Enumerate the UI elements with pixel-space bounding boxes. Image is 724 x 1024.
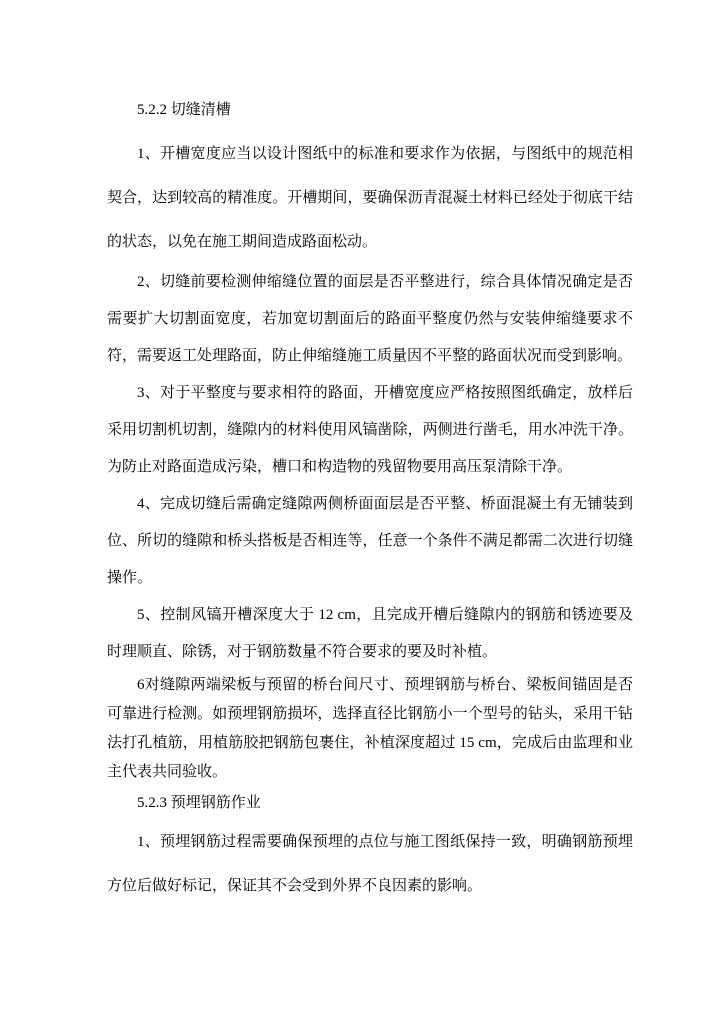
paragraph: 3、对于平整度与要求相符的路面，开槽宽度应严格按照图纸确定，放样后采用切割机切割，缝隙内的材料使用风镐凿除，两侧进行凿毛，用水冲洗干净。为防止对路面造成污染，槽口和构造物的残留物要用高压泵清除干净。 xyxy=(107,385,633,475)
paragraph: 1、开槽宽度应当以设计图纸中的标准和要求作为依据，与图纸中的规范相契合，达到较高的精准度。开槽期间，要确保沥青混凝土材料已经处于彻底干结的状态，以免在施工期间造成路面松动。 xyxy=(107,146,633,250)
document-body xyxy=(107,88,633,908)
paragraph: 4、完成切缝后需确定缝隙两侧桥面面层是否平整、桥面混凝土有无铺装到位、所切的缝隙和桥头搭板是否相连等，任意一个条件不满足都需二次进行切缝操作。 xyxy=(107,496,633,586)
paragraph: 1、预埋钢筋过程需要确保预埋的点位与施工图纸保持一致，明确钢筋预埋方位后做好标记，保证其不会受到外界不良因素的影响。 xyxy=(107,834,633,894)
paragraph: 2、切缝前要检测伸缩缝位置的面层是否平整进行，综合具体情况确定是否需要扩大切割面宽度，若加宽切割面后的路面平整度仍然与安装伸缩缝要求不符，需要返工处理路面，防止伸缩缝施工质量因不平整的路面状况而受到影响。 xyxy=(107,274,633,364)
section-heading: 5.2.3 预埋钢筋作业 xyxy=(137,795,261,811)
paragraph: 5、控制风镐开槽深度大于 12 cm，且完成开槽后缝隙内的钢筋和锈迹要及时理顺直、除锈，对于钢筋数量不符合要求的要及时补植。 xyxy=(107,607,633,660)
section-heading: 5.2.2 切缝清槽 xyxy=(137,102,231,118)
paragraph: 6对缝隙两端梁板与预留的桥台间尺寸、预埋钢筋与桥台、梁板间锚固是否可靠进行检测。如预埋钢筋损坏，选择直径比钢筋小一个型号的钻头，采用干钻法打孔植筋，用植筋胶把钢筋包裹住，补植深度超过 15 cm，完成后由监理和业主代表共同验收。 xyxy=(107,677,633,780)
